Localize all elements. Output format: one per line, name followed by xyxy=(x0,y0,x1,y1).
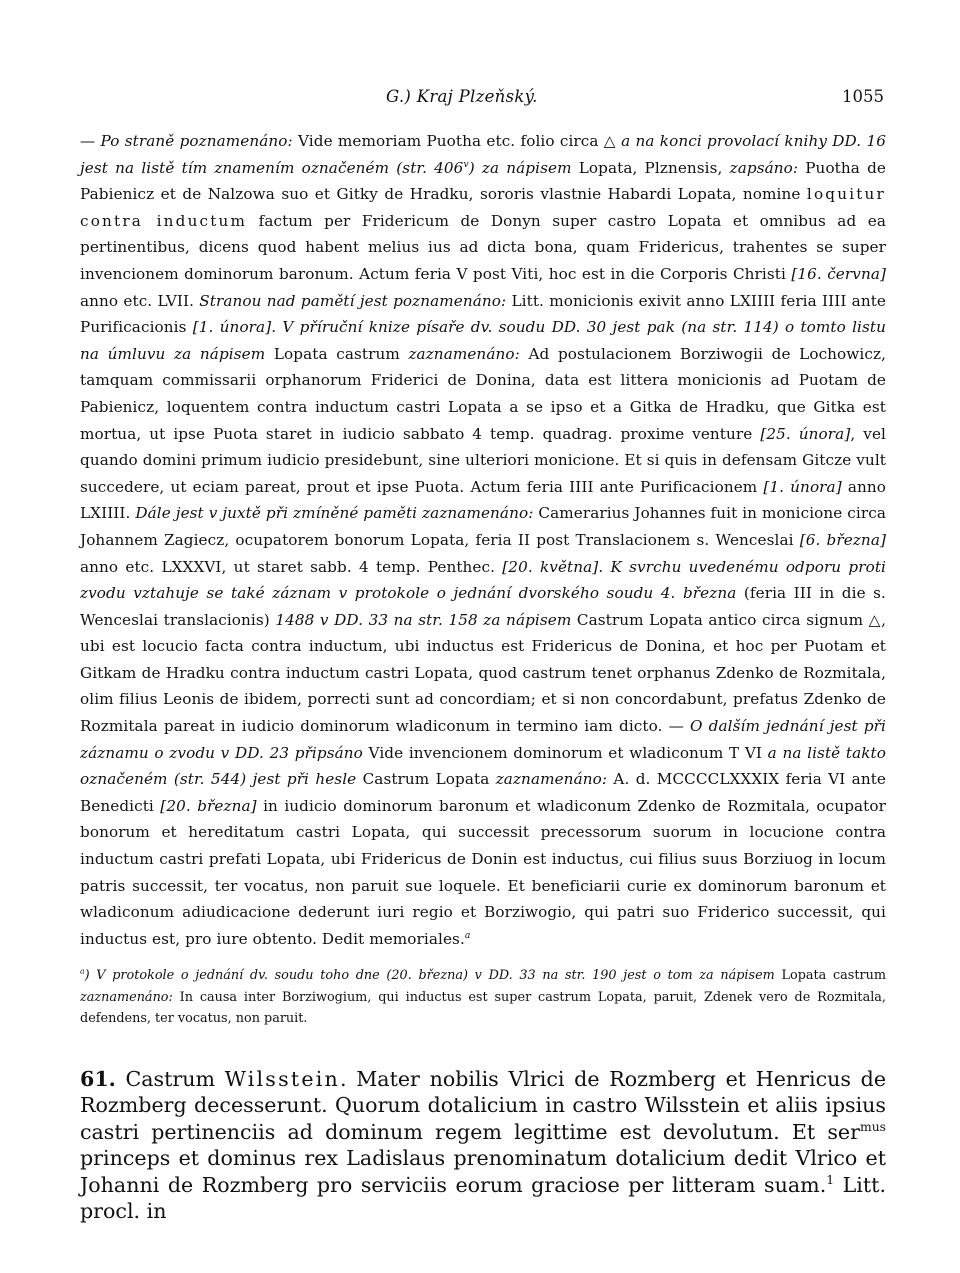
text-run: [1. února]. V příruční knize písaře dv. soudu DD. 30 jest pak (na str. 114) o tomto listu na úmluvu za nápisem xyxy=(80,318,886,363)
text-run: — xyxy=(80,132,101,150)
text-run: [6. března] xyxy=(799,530,886,549)
text-run: [20. května]. K svrchu uvedenému odporu proti zvodu vztahuje se také záznam v protokole o jednání dvorského soudu 4. března xyxy=(80,557,887,603)
document-page xyxy=(80,80,886,1225)
section-61 xyxy=(80,1066,886,1225)
text-run: Dále jest v juxtě při zmíněné paměti zaznamenáno: xyxy=(135,504,534,523)
text-run: zaznamenáno: xyxy=(495,770,608,789)
text-run: Lopata castrum xyxy=(265,344,409,363)
text-run: , vel quando domini primum iudicio presidebunt, sine ulteriori monicione. Et si quis in defensam Gitcze vult succedere, ut eciam pareat, prout et ipse Puota. Actum feria IIII ante Purificacionem xyxy=(80,424,886,496)
text-run: loquitur contra inductum xyxy=(80,185,886,230)
body-paragraph xyxy=(80,110,886,952)
running-title: G.) Kraj Plzeňský. xyxy=(386,87,538,106)
text-run: [20. března] xyxy=(160,796,257,815)
text-run: Castrum xyxy=(115,1066,225,1091)
text-run: [1. února] xyxy=(763,477,842,496)
text-run: ) za nápisem xyxy=(468,158,572,177)
text-run: factum per Fridericum de Donyn super castro Lopata et omnibus ad ea pertinentibus, dicens quod habent melius ius ad dicta bona, quam Fridericus, trahentes se super invencionem dominorum baronum. Actum feria V post Viti, hoc est in die Corporis Christi xyxy=(80,211,886,283)
running-head xyxy=(80,80,886,110)
text-run: anno etc. LVII. xyxy=(80,291,200,310)
text-run: Wilsstein xyxy=(224,1066,340,1091)
text-run: zaznamenáno: xyxy=(408,344,520,363)
text-run: Castrum Lopata xyxy=(356,770,496,789)
text-run: O dalším jednání jest při záznamu o zvodu v DD. 23 připsáno xyxy=(80,717,886,762)
text-run: Lopata, Plznensis, xyxy=(571,158,730,177)
text-run: Puotha de Pabienicz et de Nalzowa suo et Gitky de Hradku, sororis vlastnie Habardi Lopata, nomine xyxy=(80,158,886,204)
text-run: zaznamenáno: xyxy=(80,989,173,1005)
text-run: a na listě takto označeném (str. 544) jest při hesle xyxy=(80,743,886,789)
page-number: 1055 xyxy=(842,87,884,106)
text-run: [16. června] xyxy=(791,264,887,283)
section-text xyxy=(80,1067,886,1224)
text-run: anno LXIIII. xyxy=(80,477,886,523)
text-run: Lopata castrum xyxy=(774,968,886,984)
text-run: Camerarius Johannes fuit in monicione circa Johannem Zagiecz, ocupatorem bonorum Lopata, feria II post Translacionem s. Wenceslai xyxy=(80,504,886,549)
text-run: v xyxy=(463,159,469,170)
text-run: (feria III in die s. Wenceslai translacionis) xyxy=(80,584,886,629)
text-run: Vide invencionem dominorum et wladiconum T VI xyxy=(362,743,768,762)
text-run: mus xyxy=(859,1120,886,1135)
text-run: Castrum Lopata antico circa signum △, ubi est locucio facta contra inductum, ubi inductus est Fridericus de Donina, et hoc per Puotam et Gitkam de Hradku contra inductum castri Lopata, quod castrum tenet orphanus Zdenko de Rozmitala, olim filius Leonis de ibidem, porrecti sunt ad concordiam; et si non concordabunt, prefatus Zdenko de Rozmitala pareat in iudicio dominorum wladiconum in termino iam dicto. — xyxy=(80,610,886,736)
footnote-a xyxy=(80,965,886,1030)
text-run: Ad postulacionem Borziwogii de Lochowicz, tamquam commissarii orphanorum Friderici de Donina, data est littera monicionis ad Puotam de Pabienicz, loquentem contra inductum castri Lopata a se ipso et a Gitka de Hradku, que Gitka est mortua, ut ipse Puota staret in iudicio sabbato 4 temp. quadrag. proxime venture xyxy=(80,344,886,443)
text-run: anno etc. LXXXVI, ut staret sabb. 4 temp. Penthec. xyxy=(80,557,503,576)
text-run: [25. února] xyxy=(760,424,851,443)
text-run: ) V protokole o jednání dv. soudu toho dne (20. března) v DD. 33 na str. 190 jest o tom za nápisem xyxy=(84,968,775,984)
text-run: a xyxy=(80,967,85,977)
text-run: in iudicio dominorum baronum et wladiconum Zdenko de Rozmitala, ocupator bonorum et hereditatum castri Lopata, qui successit precessorum suorum in locucione contra inductum castri prefati Lopata, ubi Fridericus de Donin est inductus, cui filius suus Borziuog in locum patris successit, ter vocatus, non paruit sue loquele. Et beneficiarii curie ex dominorum baronum et wladiconum adiudicacione dederunt iuri regio et Borziwogio, qui patri suo Friderico successit, qui inductus est, pro iure obtento. Dedit memoriales. xyxy=(80,796,886,948)
text-run: In causa inter Borziwogium, qui inductus est super castrum Lopata, paruit, Zdenek vero de Rozmitala, defendens, ter vocatus, non paruit. xyxy=(80,989,886,1027)
text-run: Litt. monicionis exivit anno LXIIII feria IIII ante Purificacionis xyxy=(80,291,886,337)
text-run: a xyxy=(464,930,471,941)
text-run: a na konci provolací knihy DD. 16 jest na listě tím znamením označeném (str. 406 xyxy=(80,132,886,177)
text-run: Po straně poznamenáno: xyxy=(100,132,293,150)
text-run: zapsáno: xyxy=(729,158,799,177)
text-run: 1488 v DD. 33 na str. 158 za nápisem xyxy=(275,610,572,629)
text-run: . Mater nobilis Vlrici de Rozmberg et Henricus de Rozmberg decesserunt. Quorum dotalicium in castro Wilsstein et aliis ipsius castri pertinenciis ad dominum regem legittime est devolutum. Et ser xyxy=(80,1066,887,1144)
text-run: A. d. MCCCCLXXXIX feria VI ante Benedicti xyxy=(80,770,886,815)
text-run: 1 xyxy=(826,1173,835,1188)
text-run: Stranou nad pamětí jest poznamenáno: xyxy=(199,291,507,310)
text-run: Vide memoriam Puotha etc. folio circa △ xyxy=(292,132,622,150)
text-run: princeps et dominus rex Ladislaus prenominatum dotalicium dedit Vlrico et Johanni de Rozmberg pro serviciis eorum graciose per litteram suam. xyxy=(80,1146,886,1197)
section-number: 61. xyxy=(80,1066,116,1091)
text-run: Litt. procl. in xyxy=(80,1172,886,1224)
